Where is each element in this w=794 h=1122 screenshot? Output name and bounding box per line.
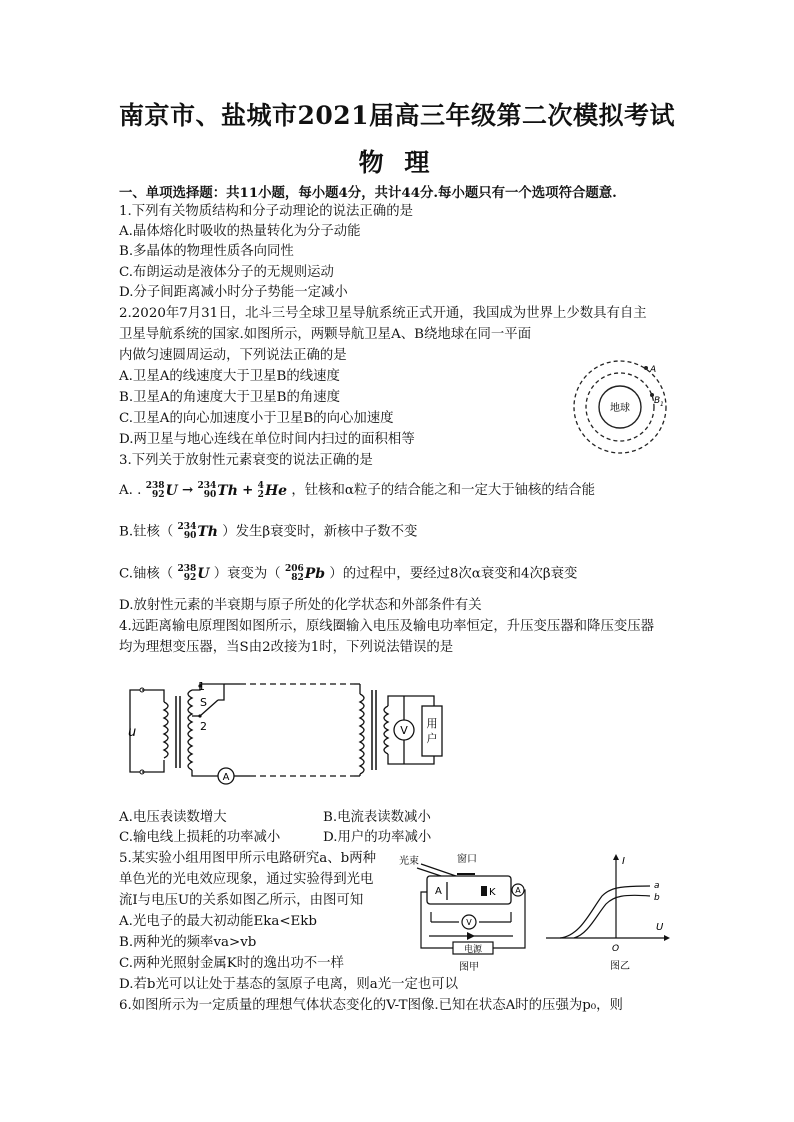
th-mass: 234 — [197, 480, 217, 491]
nuclide-lead — [285, 564, 325, 584]
q3-option-d: D.放射性元素的半衰期与原子所处的化学状态和外部条件有关 — [119, 598, 482, 613]
curve-b — [574, 895, 650, 938]
th-symbol-b: Th — [197, 524, 218, 540]
q2-option-a: A.卫星A的线速度大于卫星B的线速度 — [119, 369, 340, 384]
q3-option-a — [119, 480, 595, 501]
q4-option-a: A.电压表读数增大 — [119, 810, 227, 825]
he-number: 2 — [257, 489, 264, 500]
th-mass-b: 234 — [177, 522, 197, 532]
u-mass-c: 238 — [177, 564, 197, 574]
photo-voltmeter-label: V — [466, 918, 472, 927]
photoelectric-circuit-figure — [397, 852, 527, 972]
nuclide-thorium-b — [178, 522, 218, 542]
curve-a — [560, 886, 650, 938]
origin-label: O — [612, 944, 620, 954]
step-down-secondary-coil — [384, 706, 388, 754]
pb-symbol: Pb — [304, 566, 326, 582]
u-symbol: U — [165, 482, 178, 499]
nuclide-helium — [258, 481, 287, 501]
step-up-secondary-coil — [188, 690, 192, 770]
q2-stem-line2: 卫星导航系统的国家.如图所示，两颗导航卫星A、B绕地球在同一平面 — [119, 327, 532, 342]
exam-title: 南京市、盐城市2021届高三年级第二次模拟考试 — [118, 101, 676, 130]
u-number-c: 92 — [183, 573, 197, 583]
satellite-orbit-figure — [568, 355, 672, 459]
q4-stem-line2: 均为理想变压器，当S由2改接为1时，下列说法错误的是 — [119, 640, 454, 655]
pb-number: 82 — [291, 573, 304, 583]
q3-option-c — [119, 564, 577, 585]
user-box — [422, 706, 442, 756]
th-symbol: Th — [217, 482, 238, 499]
q5-stem-line1: 5.某实验小组用图甲所示电路研究a、b两种 — [119, 851, 376, 866]
q3-b-text: ）发生β衰变时，新核中子数不变 — [222, 524, 418, 540]
q1-option-c: C.布朗运动是液体分子的无规则运动 — [119, 265, 334, 280]
q5-stem-line2: 单色光的光电效应现象，通过实验得到光电 — [119, 872, 374, 887]
u-symbol-c: U — [197, 566, 210, 582]
q5-option-b: B.两种光的频率va>vb — [119, 935, 257, 950]
nuclide-uranium-c — [177, 564, 209, 584]
q1-option-a: A.晶体熔化时吸收的热量转化为分子动能 — [119, 224, 361, 239]
q3-stem: 3.下列关于放射性元素衰变的说法正确的是 — [119, 453, 373, 468]
figure-yi-caption: 图乙 — [610, 961, 630, 972]
q5-stem-line3: 流I与电压U的关系如图乙所示，由图可知 — [119, 893, 364, 908]
q5-option-c: C.两种光照射金属K时的逸出功不一样 — [119, 956, 344, 971]
q3-c-text: ）的过程中，要经过8次α衰变和4次β衰变 — [329, 566, 578, 582]
th-number: 90 — [203, 489, 217, 500]
q1-stem: 1.下列有关物质结构和分子动理论的说法正确的是 — [119, 204, 413, 219]
ammeter-label: A — [222, 772, 230, 783]
window-label: 窗口 — [457, 854, 477, 865]
user-label-1: 用 — [426, 717, 438, 730]
light-beam-label: 光束 — [399, 856, 419, 867]
q3-a-text: ，钍核和α粒子的结合能之和一定大于铀核的结合能 — [291, 483, 595, 498]
power-source-label: 电源 — [463, 945, 483, 955]
q4-option-b: B.电流表读数减小 — [323, 810, 431, 825]
q1-option-b: B.多晶体的物理性质各向同性 — [119, 244, 294, 259]
q6-stem-line1: 6.如图所示为一定质量的理想气体状态变化的V-T图像.已知在状态A时的压强为p₀，则 — [119, 998, 623, 1013]
figure-jia-caption: 图甲 — [459, 962, 479, 972]
q1-option-d: D.分子间距离减小时分子势能一定减小 — [119, 285, 348, 300]
satellite-b-sub: 1 — [660, 401, 664, 408]
he-mass: 4 — [257, 480, 264, 491]
terminal-1-label: 1 — [198, 680, 205, 693]
u-axis-label: U — [656, 922, 664, 933]
q4-stem-line1: 4.远距离输电原理图如图所示，原线圈输入电压及输电功率恒定，升压变压器和降压变压器 — [119, 619, 655, 634]
anode-label: A — [435, 886, 442, 897]
q3-a-prefix: A. . — [119, 483, 142, 498]
curve-a-label: a — [654, 881, 660, 891]
q3-option-b — [119, 522, 417, 543]
iu-graph-figure — [540, 852, 675, 972]
q3-c-prefix: C.铀核（ — [119, 566, 174, 582]
curve-b-label: b — [654, 893, 660, 903]
q4-option-c: C.输电线上损耗的功率减小 — [119, 830, 281, 845]
nuclide-thorium — [198, 481, 238, 501]
photo-ammeter-label: A — [515, 886, 521, 895]
satellite-b-label: B — [654, 396, 661, 406]
q2-option-c: C.卫星A的向心加速度小于卫星B的向心加速度 — [119, 411, 394, 426]
terminal-2-label: 2 — [200, 720, 207, 733]
input-voltage-label: u — [128, 725, 137, 740]
u-number: 92 — [151, 489, 165, 500]
transmission-circuit-figure — [120, 676, 445, 796]
plus: + — [242, 482, 254, 498]
nuclide-uranium — [146, 481, 178, 501]
cathode-label: K — [489, 887, 496, 898]
q2-stem-line3: 内做匀速圆周运动，下列说法正确的是 — [119, 348, 347, 363]
earth-label: 地球 — [610, 403, 630, 414]
q5-option-a: A.光电子的最大初动能Eka<Ekb — [119, 914, 317, 929]
q3-b-prefix: B.钍核（ — [119, 524, 174, 540]
subject-title: 物 理 — [358, 148, 436, 177]
step-down-primary-coil — [360, 694, 364, 774]
u-mass: 238 — [145, 480, 165, 491]
satellite-a-dot — [644, 366, 648, 370]
q2-option-b: B.卫星A的角速度大于卫星B的角速度 — [119, 390, 341, 405]
q5-option-d: D.若b光可以让处于基态的氢原子电离，则a光一定也可以 — [119, 977, 459, 992]
th-number-b: 90 — [183, 531, 197, 541]
q4-option-d: D.用户的功率减小 — [323, 830, 432, 845]
q2-stem-line1: 2.2020年7月31日，北斗三号全球卫星导航系统正式开通，我国成为世界上少数具有自主 — [119, 306, 647, 321]
switch-label: S — [200, 696, 207, 709]
section-heading: 一、单项选择题：共11小题，每小题4分，共计44分.每小题只有一个选项符合题意. — [119, 185, 617, 201]
q2-option-d: D.两卫星与地心连线在单位时间内扫过的面积相等 — [119, 432, 415, 447]
user-label-2: 户 — [426, 732, 438, 745]
pb-mass: 206 — [284, 564, 304, 574]
step-up-primary-coil — [164, 702, 168, 758]
he-symbol: He — [264, 482, 288, 499]
i-axis-label: I — [622, 856, 625, 867]
arrow: → — [182, 482, 194, 498]
satellite-a-label: A — [650, 365, 657, 375]
voltmeter-label: V — [400, 724, 408, 737]
q3-c-mid: ）衰变为（ — [213, 566, 281, 582]
